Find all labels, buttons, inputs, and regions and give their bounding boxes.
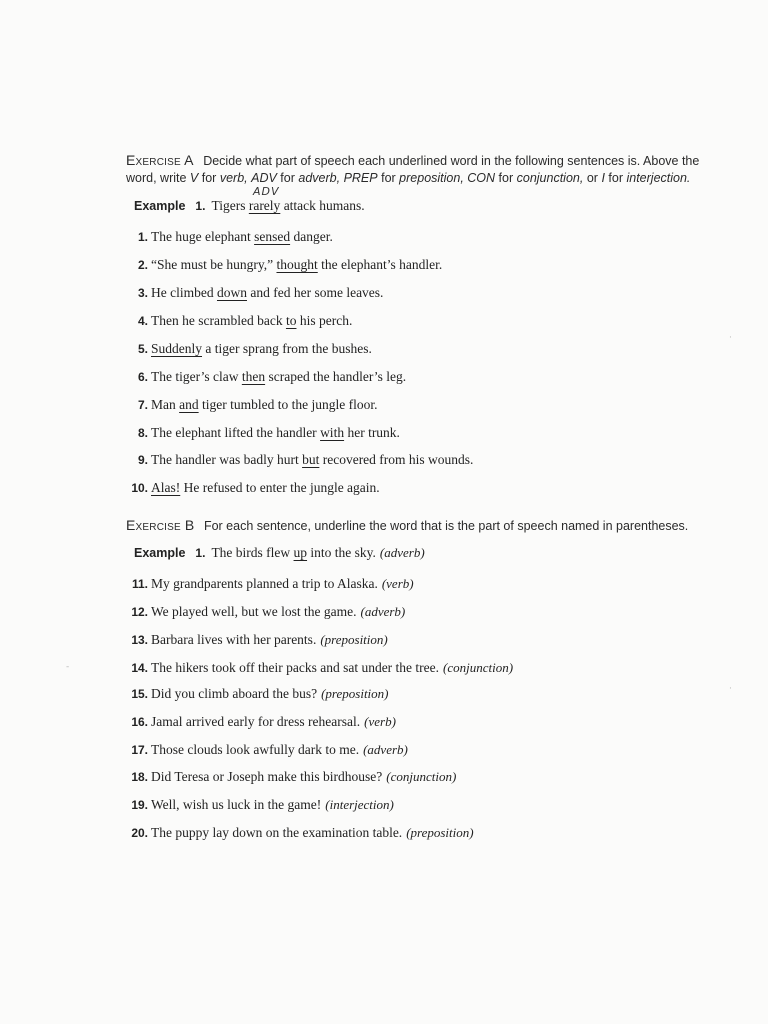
- item-number: 13.: [131, 633, 148, 647]
- for-text: for: [280, 171, 295, 185]
- sentence-text: her trunk.: [344, 425, 400, 440]
- list-item: [124, 604, 405, 624]
- sentence-text: Did you climb aboard the bus?: [151, 686, 318, 701]
- sentence-text: My grandparents planned a trip to Alaska.: [151, 576, 378, 591]
- item-number: 6.: [137, 370, 148, 384]
- list-item: [124, 369, 406, 389]
- exercise-a-example: [124, 198, 365, 218]
- underlined-word: down: [216, 285, 247, 300]
- part-of-speech-hint: (conjunction): [443, 660, 514, 675]
- sentence-text: his perch.: [296, 313, 353, 328]
- part-of-speech-hint: (preposition): [406, 825, 474, 840]
- part-of-speech-hint: (adverb): [363, 742, 408, 757]
- exercise-a-instructions: [126, 152, 716, 187]
- for-text: for: [201, 171, 217, 185]
- exercise-b-instructions: [126, 517, 716, 535]
- code-v: V: [189, 171, 199, 185]
- item-number: 4.: [137, 314, 148, 328]
- list-item: [124, 397, 377, 417]
- handwritten-answer: ADV: [253, 185, 280, 198]
- part-of-speech-hint: (adverb): [360, 604, 406, 619]
- underlined-word: and: [179, 397, 199, 412]
- list-item: [124, 257, 442, 277]
- part-of-speech-hint: (conjunction): [386, 769, 457, 784]
- sentence-text: Jamal arrived early for dress rehearsal.: [151, 714, 361, 729]
- underlined-word: with: [320, 425, 345, 440]
- sentence-text: The huge elephant: [151, 229, 255, 244]
- underlined-word: rarely: [248, 198, 281, 213]
- part-of-speech-hint: (verb): [364, 714, 396, 729]
- sentence-text: attack humans.: [280, 198, 365, 213]
- item-number: 10.: [131, 481, 148, 495]
- list-item: [124, 632, 388, 652]
- part-of-speech-hint: (preposition): [320, 632, 388, 647]
- item-number: 2.: [137, 258, 148, 272]
- sentence-text: The tiger’s claw: [151, 369, 242, 384]
- exercise-b-text: For each sentence, underline the word that is the part of speech named in parentheses.: [203, 519, 689, 533]
- item-number: 16.: [131, 715, 148, 729]
- sentence-text: the elephant’s handler.: [317, 257, 443, 272]
- list-item: [124, 452, 473, 472]
- example-number: 1.: [195, 199, 206, 213]
- sentence-text: danger.: [290, 229, 333, 244]
- sentence-text: Man: [151, 397, 180, 412]
- sentence-text: Tigers: [211, 198, 249, 213]
- sentence-text: Those clouds look awfully dark to me.: [151, 742, 360, 757]
- list-item: [124, 797, 394, 817]
- list-item: [124, 742, 408, 762]
- item-number: 3.: [137, 286, 148, 300]
- sentence-text: Well, wish us luck in the game!: [151, 797, 322, 812]
- scan-speck: -: [66, 662, 70, 672]
- list-item: [124, 285, 383, 305]
- list-item: [124, 229, 333, 249]
- underlined-word: thought: [276, 257, 318, 272]
- list-item: [124, 769, 456, 789]
- item-number: 12.: [131, 605, 148, 619]
- list-item: [124, 576, 414, 596]
- item-number: 18.: [131, 770, 148, 784]
- list-item: [124, 825, 474, 845]
- list-item: [124, 660, 513, 680]
- sentence-text: Did Teresa or Joseph make this birdhouse?: [151, 769, 383, 784]
- sentence-text: The puppy lay down on the examination table.: [151, 825, 403, 840]
- code-i: I: [601, 171, 605, 185]
- item-number: 9.: [137, 453, 148, 467]
- list-item: [124, 480, 380, 500]
- sentence-text: The handler was badly hurt: [151, 452, 303, 467]
- verb-text: verb,: [219, 171, 248, 185]
- exercise-a-text: Decide what part of speech each underlined word in the following sentences is. Above the word, write: [126, 154, 700, 185]
- example-number: 1.: [195, 546, 206, 560]
- part-of-speech-hint: (interjection): [325, 797, 394, 812]
- underlined-word: but: [302, 452, 320, 467]
- conjunction-text: conjunction,: [516, 171, 584, 185]
- underlined-word: up: [293, 545, 308, 560]
- part-of-speech-hint: (preposition): [321, 686, 389, 701]
- sentence-text: The hikers took off their packs and sat under the tree.: [151, 660, 440, 675]
- underlined-word: then: [241, 369, 266, 384]
- item-number: 11.: [131, 577, 148, 591]
- sentence-text: He refused to enter the jungle again.: [180, 480, 380, 495]
- sentence-text: The elephant lifted the handler: [151, 425, 321, 440]
- item-number: 20.: [131, 826, 148, 840]
- item-number: 17.: [131, 743, 148, 757]
- for-text: for: [608, 171, 623, 185]
- scan-speck: ·: [729, 684, 732, 694]
- sentence-text: He climbed: [151, 285, 217, 300]
- interjection-text: interjection.: [626, 171, 691, 185]
- list-item: [124, 313, 352, 333]
- list-item: [124, 714, 396, 734]
- item-number: 7.: [137, 398, 148, 412]
- sentence-text: and fed her some leaves.: [246, 285, 384, 300]
- part-of-speech-hint: (verb): [381, 576, 414, 591]
- item-number: 5.: [137, 342, 148, 356]
- exercise-b-title: Exercise B: [126, 517, 195, 533]
- list-item: [124, 686, 389, 706]
- for-text: for: [498, 171, 514, 185]
- sentence-text: We played well, but we lost the game.: [151, 604, 357, 619]
- sentence-text: into the sky.: [307, 545, 376, 560]
- sentence-text: tiger tumbled to the jungle floor.: [198, 397, 378, 412]
- or-text: or: [586, 171, 598, 185]
- sentence-text: “She must be hungry,”: [151, 257, 277, 272]
- sentence-text: The birds flew: [211, 545, 294, 560]
- adverb-text: adverb,: [298, 171, 341, 185]
- scan-speck: ·: [729, 333, 732, 343]
- for-text: for: [381, 171, 396, 185]
- item-number: 1.: [137, 230, 148, 244]
- exercise-a-title: Exercise A: [126, 152, 194, 168]
- example-label: Example: [134, 546, 186, 560]
- underlined-word: sensed: [254, 229, 291, 244]
- underlined-word: to: [285, 313, 297, 328]
- code-adv: ADV: [251, 171, 277, 185]
- list-item: [124, 341, 372, 361]
- item-number: 15.: [131, 687, 148, 701]
- sentence-text: Then he scrambled back: [151, 313, 286, 328]
- item-number: 8.: [137, 426, 148, 440]
- item-number: 19.: [131, 798, 148, 812]
- sentence-text: scraped the handler’s leg.: [265, 369, 407, 384]
- item-number: 14.: [131, 661, 148, 675]
- example-label: Example: [134, 199, 186, 213]
- sentence-text: recovered from his wounds.: [319, 452, 474, 467]
- underlined-word: Alas!: [151, 480, 181, 495]
- list-item: [124, 425, 400, 445]
- sentence-text: a tiger sprang from the bushes.: [202, 341, 372, 356]
- exercise-b-example: [124, 545, 425, 565]
- code-con: CON: [467, 171, 496, 185]
- sentence-text: Barbara lives with her parents.: [151, 632, 317, 647]
- preposition-text: preposition,: [399, 171, 464, 185]
- code-prep: PREP: [343, 171, 378, 185]
- part-of-speech-hint: (adverb): [379, 545, 425, 560]
- underlined-word: Suddenly: [151, 341, 203, 356]
